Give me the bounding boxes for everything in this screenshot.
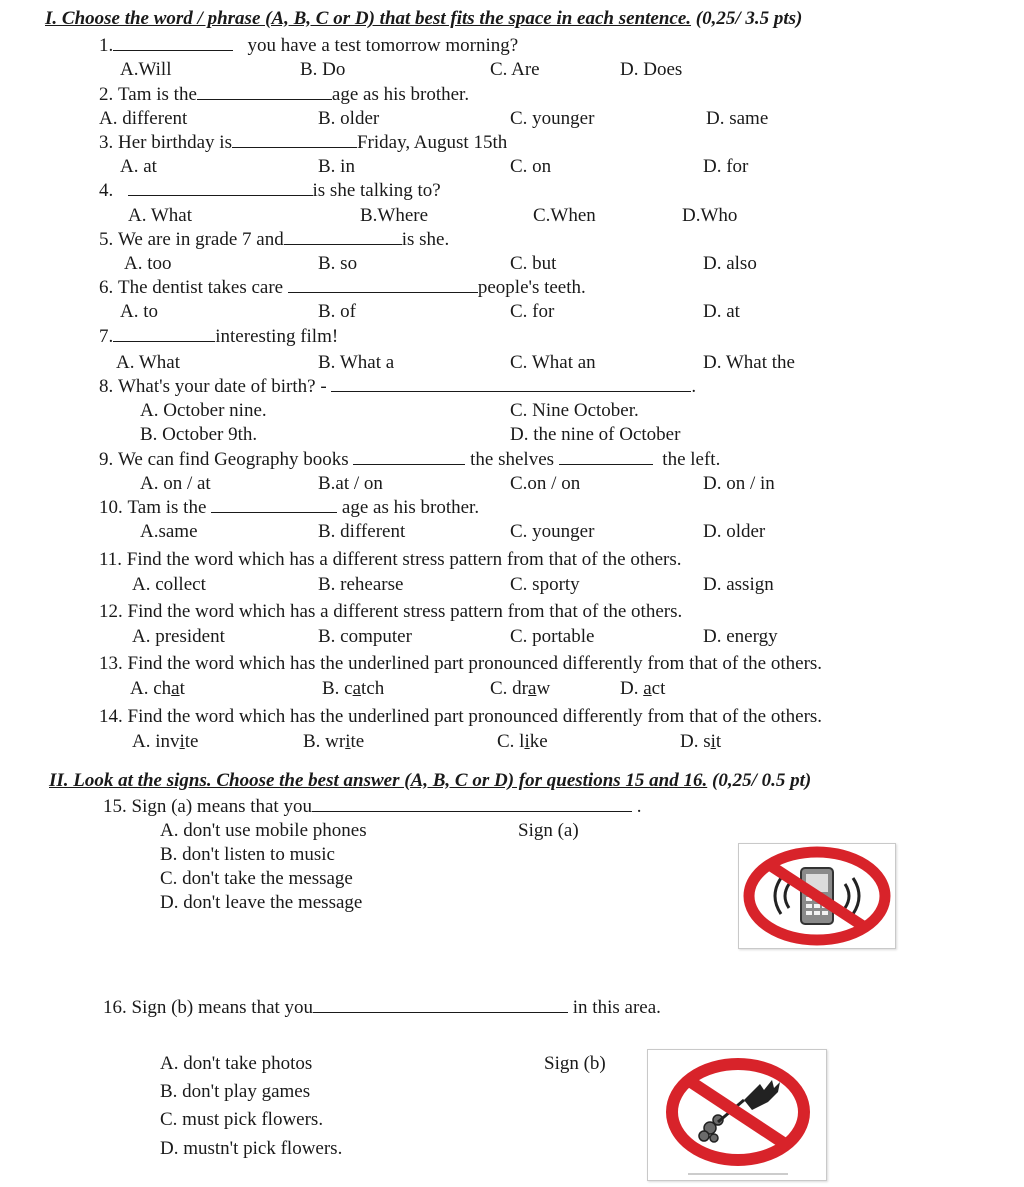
q5-pre: We are in grade 7 and xyxy=(118,229,284,250)
q4-option-d[interactable]: D.Who xyxy=(682,205,738,226)
q10-number: 10. xyxy=(99,497,123,518)
answer-blank[interactable] xyxy=(113,326,215,342)
q8-option-c[interactable]: C. Nine October. xyxy=(510,400,639,421)
question-1-stem xyxy=(99,35,518,57)
underlined-part: i xyxy=(345,731,351,752)
opt-text: t xyxy=(179,678,185,699)
q5-option-c[interactable]: C. but xyxy=(510,253,557,274)
q13-option-d[interactable] xyxy=(620,678,665,700)
q8-option-d[interactable]: D. the nine of October xyxy=(510,424,681,445)
q16-option-d[interactable]: D. mustn't pick flowers. xyxy=(160,1138,343,1159)
answer-blank[interactable] xyxy=(288,277,478,293)
q8-number: 8. xyxy=(99,376,114,397)
answer-blank[interactable] xyxy=(284,229,402,245)
section-1-heading-text: I. Choose the word / phrase (A, B, C or D) that best fits the space in each sentence. xyxy=(45,8,692,29)
question-16-stem xyxy=(103,997,661,1019)
answer-blank[interactable] xyxy=(353,449,465,465)
q10-post: age as his brother. xyxy=(341,497,480,518)
section-2-points: (0,25/ 0.5 pt) xyxy=(712,770,812,791)
answer-blank[interactable] xyxy=(211,497,337,513)
opt-text: C. l xyxy=(497,731,525,752)
q11-option-c[interactable]: C. sporty xyxy=(510,574,580,595)
q4-post: is she talking to? xyxy=(312,180,441,201)
q15-option-d[interactable]: D. don't leave the message xyxy=(160,892,363,913)
question-3-stem xyxy=(99,132,507,154)
q6-option-c[interactable]: C. for xyxy=(510,301,555,322)
q6-option-b[interactable]: B. of xyxy=(318,301,356,322)
q3-option-c[interactable]: C. on xyxy=(510,156,552,177)
q11-option-b[interactable]: B. rehearse xyxy=(318,574,404,595)
q6-pre: The dentist takes care xyxy=(118,277,284,298)
underlined-part: i xyxy=(524,731,530,752)
q5-number: 5. xyxy=(99,229,114,250)
answer-blank[interactable] xyxy=(312,796,632,812)
q15-option-b[interactable]: B. don't listen to music xyxy=(160,844,335,865)
underlined-part: i xyxy=(179,731,185,752)
q12-option-c[interactable]: C. portable xyxy=(510,626,595,647)
q12-option-d[interactable]: D. energy xyxy=(703,626,778,647)
opt-text: C. dr xyxy=(490,678,528,699)
section-1-points: (0,25/ 3.5 pts) xyxy=(695,8,803,29)
q2-option-c[interactable]: C. younger xyxy=(510,108,595,129)
section-2-heading-text: II. Look at the signs. Choose the best answer (A, B, C or D) for questions 15 and 16. xyxy=(49,770,708,791)
q2-option-b[interactable]: B. older xyxy=(318,108,380,129)
question-12-stem xyxy=(99,601,682,623)
q4-number: 4. xyxy=(99,180,114,201)
answer-blank[interactable] xyxy=(559,449,653,465)
q16-end: in this area. xyxy=(572,997,661,1018)
q9-number: 9. xyxy=(99,449,114,470)
q9-mid: the shelves xyxy=(470,449,555,470)
question-10-stem xyxy=(99,497,479,519)
opt-text: tch xyxy=(361,678,385,699)
q9-option-d[interactable]: D. on / in xyxy=(703,473,775,494)
q13-option-c[interactable] xyxy=(490,678,550,700)
q11-option-a[interactable]: A. collect xyxy=(132,574,206,595)
q5-option-b[interactable]: B. so xyxy=(318,253,358,274)
q13-text: Find the word which has the underlined part pronounced differently from that of the others. xyxy=(127,653,823,674)
q16-option-b[interactable]: B. don't play games xyxy=(160,1081,311,1102)
opt-text: te xyxy=(350,731,365,752)
q16-option-a[interactable]: A. don't take photos xyxy=(160,1053,313,1074)
opt-text: D. s xyxy=(680,731,711,752)
q7-option-b[interactable]: B. What a xyxy=(318,352,395,373)
q15-option-a[interactable]: A. don't use mobile phones xyxy=(160,820,367,841)
question-8-stem xyxy=(99,376,696,398)
no-picking-flowers-icon xyxy=(648,1050,826,1180)
q2-post: age as his brother. xyxy=(331,84,470,105)
question-11-stem xyxy=(99,549,682,571)
q5-option-a[interactable]: A. too xyxy=(124,253,172,274)
q15-option-c[interactable]: C. don't take the message xyxy=(160,868,353,889)
q14-option-b[interactable] xyxy=(303,731,364,753)
q8-option-b[interactable]: B. October 9th. xyxy=(140,424,258,445)
question-4-stem xyxy=(99,180,441,202)
underlined-part: a xyxy=(643,678,652,699)
q16-option-c[interactable]: C. must pick flowers. xyxy=(160,1109,324,1130)
q6-post: people's teeth. xyxy=(477,277,586,298)
q12-number: 12. xyxy=(99,601,123,622)
q9-pre: We can find Geography books xyxy=(118,449,349,470)
q11-number: 11. xyxy=(99,549,123,570)
q3-option-a[interactable]: A. at xyxy=(120,156,157,177)
q2-option-a[interactable]: A. different xyxy=(99,108,188,129)
q3-post: Friday, August 15th xyxy=(356,132,508,153)
q14-number: 14. xyxy=(99,706,123,727)
answer-blank[interactable] xyxy=(232,132,357,148)
q14-option-c[interactable] xyxy=(497,731,548,753)
underlined-part: a xyxy=(352,678,362,699)
opt-text: B. wr xyxy=(303,731,346,752)
q9-option-b[interactable]: B.at / on xyxy=(318,473,383,494)
q2-number: 2. xyxy=(99,84,114,105)
answer-blank[interactable] xyxy=(313,997,568,1013)
opt-text: A. inv xyxy=(132,731,180,752)
q1-option-a[interactable]: A.Will xyxy=(120,59,172,80)
q1-option-b[interactable]: B. Do xyxy=(300,59,346,80)
question-13-stem xyxy=(99,653,822,675)
q4-option-c[interactable]: C.When xyxy=(533,205,596,226)
q8-post: . xyxy=(691,376,697,397)
q4-option-b[interactable]: B.Where xyxy=(360,205,429,226)
q9-option-c[interactable]: C.on / on xyxy=(510,473,581,494)
q16-stem-text: 16. Sign (b) means that you xyxy=(103,997,314,1018)
sign-a-image xyxy=(738,843,896,949)
q3-option-b[interactable]: B. in xyxy=(318,156,355,177)
q11-text: Find the word which has a different stress pattern from that of the others. xyxy=(126,549,682,570)
answer-blank[interactable] xyxy=(197,84,332,100)
q7-option-c[interactable]: C. What an xyxy=(510,352,596,373)
q3-number: 3. xyxy=(99,132,114,153)
opt-text: ke xyxy=(529,731,548,752)
opt-text: A. ch xyxy=(130,678,172,699)
sign-a-label: Sign (a) xyxy=(518,820,579,841)
question-14-stem xyxy=(99,706,822,728)
q7-post: interesting film! xyxy=(215,326,339,347)
q9-option-a[interactable]: A. on / at xyxy=(140,473,211,494)
q12-option-a[interactable]: A. president xyxy=(132,626,225,647)
answer-blank[interactable] xyxy=(128,180,313,196)
q10-option-c[interactable]: C. younger xyxy=(510,521,595,542)
q3-option-d[interactable]: D. for xyxy=(703,156,749,177)
no-mobile-phone-icon xyxy=(739,844,895,948)
q13-option-b[interactable] xyxy=(322,678,384,700)
q13-option-a[interactable] xyxy=(130,678,185,700)
q15-stem-text: 15. Sign (a) means that you xyxy=(103,796,312,817)
opt-text: t xyxy=(715,731,722,752)
answer-blank[interactable] xyxy=(331,376,691,392)
question-9-stem xyxy=(99,449,720,471)
opt-text: D. xyxy=(620,678,644,699)
section-2-heading xyxy=(49,770,811,792)
section-1-heading xyxy=(45,8,802,30)
q1-post: you have a test tomorrow morning? xyxy=(247,35,519,56)
opt-text: B. c xyxy=(322,678,353,699)
q7-number: 7. xyxy=(99,326,114,347)
q10-pre: Tam is the xyxy=(127,497,207,518)
q6-option-d[interactable]: D. at xyxy=(703,301,740,322)
q10-option-a[interactable]: A.same xyxy=(140,521,198,542)
question-5-stem xyxy=(99,229,449,251)
q6-number: 6. xyxy=(99,277,114,298)
q12-option-b[interactable]: B. computer xyxy=(318,626,412,647)
q8-pre: What's your date of birth? - xyxy=(118,376,327,397)
q1-option-c[interactable]: C. Are xyxy=(490,59,540,80)
q1-number: 1. xyxy=(99,35,114,56)
q7-option-d[interactable]: D. What the xyxy=(703,352,795,373)
q2-option-d[interactable]: D. same xyxy=(706,108,769,129)
sign-b-label: Sign (b) xyxy=(544,1053,606,1074)
q11-option-d[interactable]: D. assign xyxy=(703,574,774,595)
q10-option-b[interactable]: B. different xyxy=(318,521,406,542)
question-15-stem xyxy=(103,796,641,818)
q1-option-d[interactable]: D. Does xyxy=(620,59,683,80)
opt-text: w xyxy=(536,678,551,699)
q14-option-a[interactable] xyxy=(132,731,199,753)
q8-option-a[interactable]: A. October nine. xyxy=(140,400,267,421)
q14-option-d[interactable] xyxy=(680,731,721,753)
opt-text: te xyxy=(184,731,199,752)
q7-option-a[interactable]: A. What xyxy=(116,352,181,373)
underlined-part: a xyxy=(171,678,180,699)
q10-option-d[interactable]: D. older xyxy=(703,521,766,542)
q12-text: Find the word which has a different stress pattern from that of the others. xyxy=(127,601,683,622)
q9-post: the left. xyxy=(662,449,721,470)
q13-number: 13. xyxy=(99,653,123,674)
q5-post: is she. xyxy=(401,229,450,250)
q14-text: Find the word which has the underlined part pronounced differently from that of the others. xyxy=(127,706,823,727)
q3-pre: Her birthday is xyxy=(118,132,232,153)
q15-end: . xyxy=(636,796,642,817)
underlined-part: a xyxy=(528,678,537,699)
underlined-part: i xyxy=(710,731,716,752)
question-6-stem xyxy=(99,277,586,299)
question-7-stem xyxy=(99,326,338,348)
q5-option-d[interactable]: D. also xyxy=(703,253,757,274)
question-2-stem xyxy=(99,84,469,106)
q4-option-a[interactable]: A. What xyxy=(128,205,193,226)
q6-option-a[interactable]: A. to xyxy=(120,301,158,322)
opt-text: ct xyxy=(651,678,666,699)
answer-blank[interactable] xyxy=(113,35,233,51)
q2-pre: Tam is the xyxy=(118,84,197,105)
sign-b-image xyxy=(647,1049,827,1181)
